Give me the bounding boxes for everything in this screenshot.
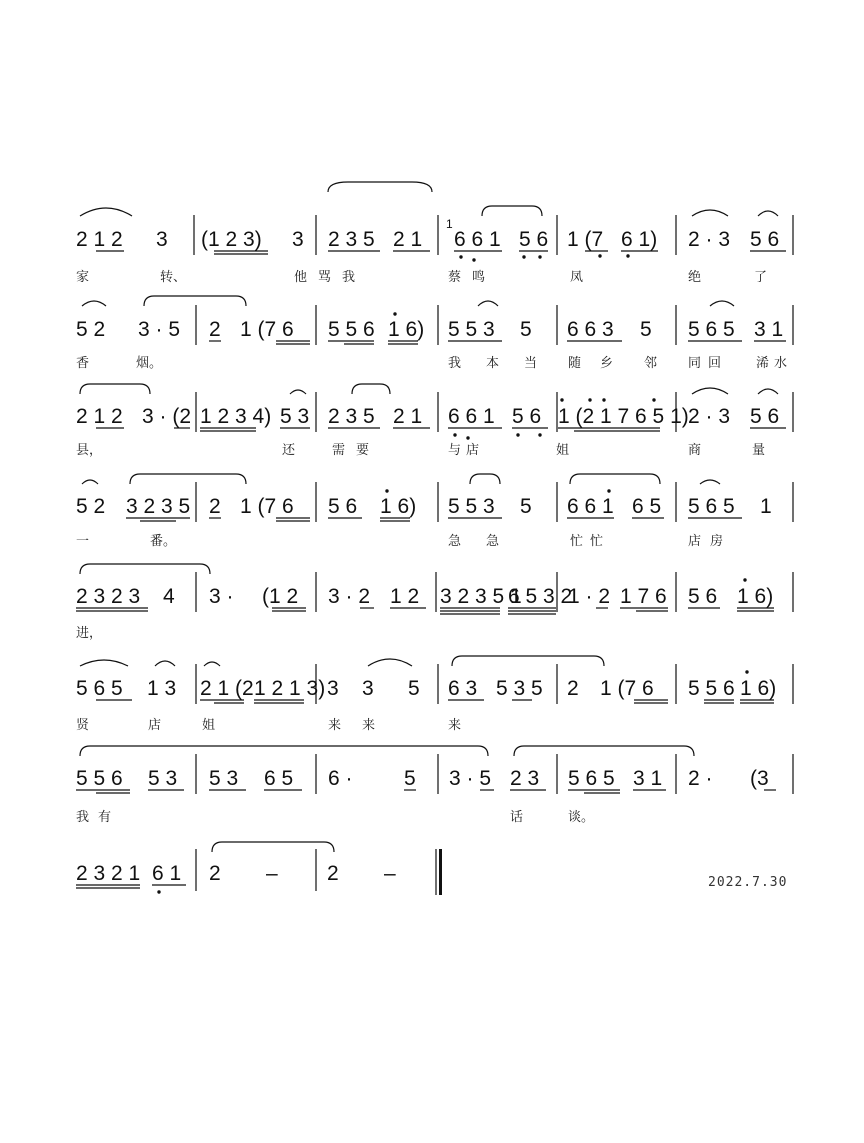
slur [130,474,246,484]
note-group: 6 6 1 [454,228,501,251]
lyric: 急 [486,534,500,549]
note-group: 3 2 3 5 1 [440,585,522,608]
lyric: 绝 [688,270,702,285]
note-group: 2 1 (2 [200,677,254,700]
note-group: 5 3 [148,767,178,790]
note-group: 3 [292,228,304,251]
slur [570,474,660,484]
underlines [96,700,774,703]
system-8 [76,842,442,895]
slur [692,388,728,394]
note-group: 5 6 [512,405,542,428]
lyric: 房 [710,534,724,549]
note-group: 3 · 5 [138,318,181,341]
slur [80,208,132,216]
lyric: 来 [328,718,342,733]
note-group: 1 6) [388,318,425,341]
note-group: 3 · [209,585,234,608]
slur [368,659,412,666]
lyric: 贤 [76,718,90,733]
slur [82,480,98,484]
lyric: 烟。 [136,356,163,371]
note-group: 5 [408,677,420,700]
note-group: 5 [520,318,532,341]
octave-dots [745,670,748,673]
lyric: 忙 [590,534,604,549]
system-3 [76,384,793,458]
lyric: 来 [448,718,462,733]
note-group: 1 7 6 [620,585,667,608]
lyric: 鸣 [472,270,486,285]
note-group: 2 [567,677,579,700]
note-group: 1 6) [737,585,774,608]
system-2 [76,296,793,371]
note-group: 2 3 5 [328,228,375,251]
lyric: 骂 [318,270,332,285]
note-group: 2 1 [393,405,423,428]
note-group: 2 1 2 [76,405,123,428]
note-group: 5 [404,767,416,790]
note-group: 1 2 3 4) [200,405,272,428]
system-7 [76,746,793,825]
note-group: 3 2 3 5 [126,495,191,518]
underlines [96,428,786,431]
system-1 [76,182,793,285]
note-group: 3 · 2 [328,585,371,608]
underlines [76,885,186,888]
note-group: 1 6) [380,495,417,518]
note-group: 6 1) [621,228,658,251]
note-group: 4 [163,585,175,608]
note-group: 2 [327,862,339,885]
lyric: 有 [98,810,112,825]
note-group: 2 3 5 [328,405,375,428]
note-group: 5 6 5 [688,495,735,518]
slur [514,746,694,756]
note-group: 1 2 1 3) [254,677,326,700]
final-barline-thick [439,849,442,895]
lyric: 转、 [160,270,187,285]
lyric: 与 [448,443,462,458]
octave-dots [385,489,610,492]
lyric: 番。 [150,534,177,549]
lyric: 忙 [570,534,584,549]
note-group: 2 3 [510,767,540,790]
lyric: 家 [76,270,90,285]
note-group: 5 5 3 [448,318,495,341]
underlines [76,790,776,793]
octave-dots [157,890,160,893]
slur [80,660,128,666]
note-group: 2 · [688,767,713,790]
date-stamp: 2022.7.30 [708,875,788,890]
lyric: 乡 [600,356,614,371]
note-group: 3 1 [754,318,784,341]
note-group: 2 · 3 [688,405,731,428]
slur [144,296,246,306]
lyric: 香 [76,356,90,371]
slur [290,390,306,394]
note-group: 5 6 [688,585,718,608]
note-group: 5 6 5 [688,318,735,341]
note-group: 6 6 1 [448,405,495,428]
note-group: 5 3 [280,405,310,428]
lyric: 还 [282,443,296,458]
underlines [96,251,786,254]
note-group: 2 1 2 [76,228,123,251]
octave-dots [393,312,396,315]
system-4 [76,474,793,549]
octave-dots [459,254,629,261]
note-group: 1 3 [147,677,177,700]
note-group: 1 (2 1 7 6 5 1) [558,405,689,428]
lyric: 回 [708,356,722,371]
note-group: 3 · (2 [142,405,192,428]
lyric: 同 [688,356,702,371]
underlines [76,608,774,614]
note-group: – [384,862,396,885]
note-group: – [266,862,278,885]
note-group: (3 [750,767,769,790]
note-group: 5 5 6 [688,677,735,700]
lyric: 要 [356,443,370,458]
underlines [126,518,742,521]
slur [82,301,106,306]
note-group: 1 6) [740,677,777,700]
note-group: (1 2 3) [201,228,262,251]
note-group: 3 [362,677,374,700]
note-group: 2 [209,318,221,341]
note-group: 3 [156,228,168,251]
note-group: 6 5 [632,495,662,518]
lyric: 邻 [644,356,658,371]
note-group: 5 5 6 [328,318,375,341]
lyric: 话 [510,810,524,825]
lyric: 我 [342,270,356,285]
lyric: 随 [568,356,582,371]
note-group: 6 6 3 [567,318,614,341]
note-group: 5 3 5 [496,677,543,700]
slur [204,662,220,666]
lyric: 店 [466,443,480,458]
slur [482,206,542,216]
slur [478,301,498,306]
slur [328,182,432,192]
system-5 [76,564,793,641]
slur [80,384,150,394]
lyric: 一 [76,534,90,549]
octave-dots [743,578,746,581]
note-group: 3 [327,677,339,700]
note-group: 1 (7 [567,228,604,251]
note-group: 5 6 [328,495,358,518]
note-group: 6 · [328,767,353,790]
lyric: 他 [294,270,308,285]
lyric: 量 [752,443,766,458]
slur [80,564,210,574]
note-group: 1 (7 6 [240,318,294,341]
note-group: 5 6 5 [568,767,615,790]
lyric: 当 [524,356,538,371]
note-group: 2 [209,495,221,518]
note-group: 5 6 5 [76,677,123,700]
note-group: 2 1 [393,228,423,251]
note-group: 3 · 5 [449,767,492,790]
note-group: 2 [209,862,221,885]
note-group: 6 6 1 [567,495,614,518]
note-group: 5 [640,318,652,341]
slur [470,474,500,484]
note-group: 6 3 [448,677,478,700]
note-group: 5 2 [76,495,106,518]
note-group: 3 1 [633,767,663,790]
lyric: 水 [774,356,788,371]
lyric: 需 [332,443,346,458]
lyric: 店 [688,534,702,549]
lyric: 进， [76,626,103,641]
note-group: 2 · 3 [688,228,731,251]
slur [155,661,175,666]
note-group: 6 5 3 2 [508,585,573,608]
lyric: 我 [448,356,462,371]
note-group: 1 · 2 [568,585,611,608]
lyric: 商 [688,443,702,458]
slur [80,746,488,756]
lyric: 来 [362,718,376,733]
note-group: 5 2 [76,318,106,341]
lyric: 姐 [202,718,216,733]
slur [452,656,604,666]
underlines [209,341,786,344]
note-group: 5 5 3 [448,495,495,518]
note-group: 6 5 [264,767,294,790]
lyric: 浠 [756,356,770,371]
note-group: 1 2 [390,585,420,608]
note-group: 1 [760,495,772,518]
slur [758,389,778,394]
lyric: 县， [76,443,103,458]
slur [758,211,778,216]
note-group: 2 3 2 3 [76,585,141,608]
lyric: 我 [76,810,90,825]
system-6 [76,656,793,733]
lyric: 本 [486,356,500,371]
slur [710,301,734,306]
volta-mark: 1 [446,217,453,231]
note-group: 1 (7 6 [600,677,654,700]
note-group: (1 2 [262,585,299,608]
note-group: 1 (7 6 [240,495,294,518]
note-group: 5 [520,495,532,518]
lyric: 凤 [570,270,584,285]
note-group: 6 1 [152,862,182,885]
note-group: 5 6 [750,228,780,251]
note-group: 2 3 2 1 [76,862,141,885]
note-group: 5 6 [519,228,549,251]
lyric: 店 [148,718,162,733]
lyric: 急 [448,534,462,549]
lyric: 了 [754,270,768,285]
slur [700,480,720,484]
lyric: 姐 [556,443,570,458]
note-group: 5 5 6 [76,767,123,790]
note-group: 5 3 [209,767,239,790]
slur [352,384,390,394]
lyric: 蔡 [448,270,462,285]
note-group: 5 6 [750,405,780,428]
lyric: 谈。 [568,810,595,825]
slur [692,210,728,216]
